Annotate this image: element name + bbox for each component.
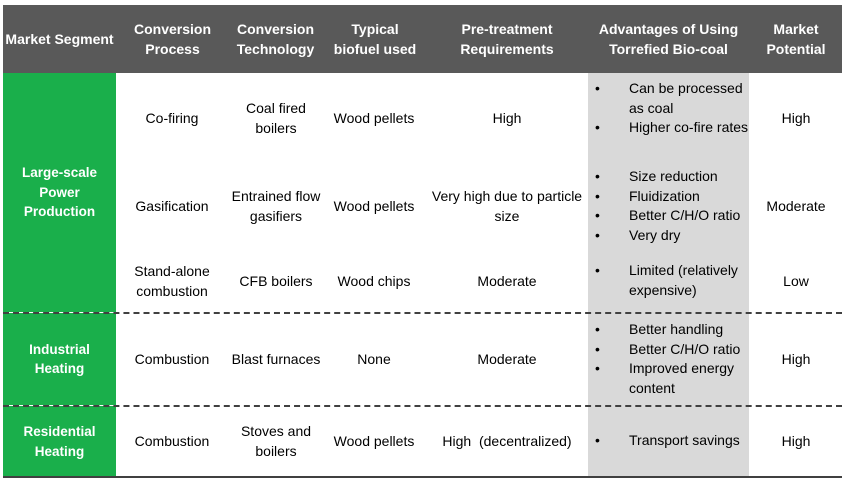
list-item: • Better C/H/O ratio <box>588 340 749 360</box>
cell-technology: Entrained flow gasifiers <box>231 188 321 224</box>
cell-process: Combustion <box>134 433 210 449</box>
segment-industrial: Industrial Heating <box>3 313 116 405</box>
list-item: • Very dry <box>588 226 749 246</box>
cell-process: Stand-alone combustion <box>134 263 210 299</box>
cell-biofuel: Wood chips <box>337 273 411 289</box>
cell-advantages <box>588 431 749 451</box>
list-item: • Can be processed as coal <box>588 79 749 118</box>
cell-biofuel: Wood pellets <box>333 110 415 126</box>
cell-advantages <box>588 167 749 245</box>
cell-process: Co-firing <box>145 110 199 126</box>
segment-large-scale: Large-scale Power Production <box>3 73 116 312</box>
list-item: • Higher co-fire rates <box>588 118 749 138</box>
row-divider <box>3 405 842 407</box>
cell-technology: Stoves and boilers <box>240 423 312 459</box>
list-item: • Better handling <box>588 320 749 340</box>
header-typical-biofuel: Typical biofuel used <box>333 21 417 57</box>
list-item: • Transport savings <box>588 431 749 451</box>
header-conversion-process: Conversion Process <box>133 21 211 57</box>
cell-potential: Moderate <box>766 198 826 214</box>
cell-biofuel: Wood pellets <box>333 198 415 214</box>
cell-process: Combustion <box>134 351 210 367</box>
cell-pretreatment: Moderate <box>477 351 537 367</box>
row-divider <box>3 312 842 314</box>
list-item: • Size reduction <box>588 167 749 187</box>
table-bottom-border <box>3 476 842 478</box>
header-market-potential: Market Potential <box>766 21 826 57</box>
segment-residential: Residential Heating <box>3 406 116 477</box>
cell-potential: Low <box>783 273 809 289</box>
list-item: • Limited (relatively expensive) <box>588 261 749 300</box>
cell-technology: Blast furnaces <box>231 351 321 367</box>
cell-biofuel: Wood pellets <box>333 433 415 449</box>
header-market-segment: Market Segment <box>5 31 114 47</box>
cell-potential: High <box>781 351 811 367</box>
cell-potential: High <box>781 433 811 449</box>
header-conversion-technology: Conversion Technology <box>236 21 315 57</box>
cell-technology: CFB boilers <box>239 273 313 289</box>
list-item: • Better C/H/O ratio <box>588 206 749 226</box>
cell-advantages <box>588 79 749 138</box>
cell-pretreatment: Very high due to particle size <box>431 188 583 224</box>
list-item: • Fluidization <box>588 187 749 207</box>
list-item: • Improved energy content <box>588 359 749 398</box>
cell-advantages <box>588 320 749 398</box>
cell-pretreatment: High <box>492 110 522 126</box>
cell-biofuel: None <box>357 351 391 367</box>
cell-technology: Coal fired boilers <box>246 100 306 136</box>
cell-pretreatment: High (decentralized) <box>442 433 572 449</box>
header-pretreatment: Pre-treatment Requirements <box>460 21 554 57</box>
cell-potential: High <box>781 110 811 126</box>
cell-process: Gasification <box>135 198 209 214</box>
header-advantages: Advantages of Using Torrefied Bio-coal <box>598 21 739 57</box>
cell-advantages <box>588 261 749 300</box>
cell-pretreatment: Moderate <box>477 273 537 289</box>
